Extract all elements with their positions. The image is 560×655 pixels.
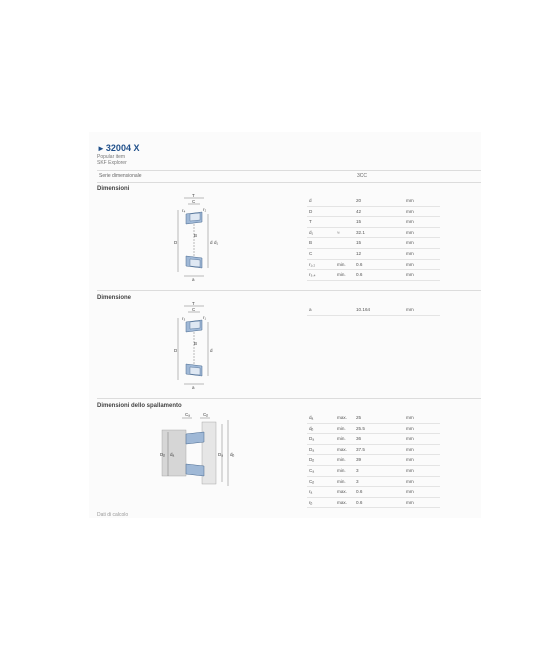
bearing-dimensions-drawing (170, 192, 230, 284)
series-label: Serie dimensionale (99, 173, 142, 179)
section-abutment-heading: Dimensioni dello spallamento (97, 403, 182, 409)
table-row: dᵦ min. 25.5 mm (307, 424, 440, 435)
section-calculation-heading-partial: Dati di calcolo (97, 512, 129, 518)
abutment-table (307, 413, 440, 508)
arrow-right-icon: ► (97, 144, 105, 153)
table-row: Dₐ min. 36 mm (307, 434, 440, 445)
label-d: d (210, 240, 213, 245)
bearing-lower-section (186, 256, 202, 268)
label-C: C (192, 199, 196, 204)
label-d: d (210, 348, 213, 353)
abutment-drawing (158, 408, 238, 500)
label-r3: r₃ (182, 316, 186, 321)
bearing-dimension-a-drawing (170, 300, 230, 392)
label-D: D (174, 348, 178, 353)
product-title (97, 143, 139, 153)
label-Cb: Cᵦ (203, 412, 208, 417)
label-a: a (192, 385, 195, 390)
table-row: Cₐ min. 3 mm (307, 466, 440, 477)
table-row: B 15 mm (307, 238, 440, 249)
bearing-upper-section (186, 212, 202, 224)
bearing-lower-section (186, 464, 204, 476)
table-row: Cᵦ min. 3 mm (307, 477, 440, 488)
table-row: T 15 mm (307, 217, 440, 228)
divider (97, 290, 481, 291)
label-Da: Dₐ (218, 452, 223, 457)
label-r2: r₂ (203, 207, 207, 212)
label-r4: r₄ (182, 208, 186, 213)
label-D: D (174, 240, 178, 245)
product-subtitle-popular: Popular item (97, 154, 126, 160)
label-r1: r₁ (203, 315, 207, 320)
product-subtitle-explorer: SKF Explorer (97, 160, 127, 166)
label-T: T (192, 301, 195, 306)
table-row: dₐ max. 25 mm (307, 413, 440, 424)
divider (97, 170, 481, 171)
series-value: 3CC (357, 173, 368, 179)
label-d1: d₁ (214, 240, 219, 245)
divider (97, 398, 481, 399)
table-row: r₃,₄ min. 0.6 mm (307, 270, 440, 281)
table-row: D 42 mm (307, 207, 440, 218)
table-row: rᵦ max. 0.6 mm (307, 498, 440, 509)
label-db: dᵦ (230, 452, 235, 457)
table-row: d 20 mm (307, 196, 440, 207)
label-Db: Dᵦ (160, 452, 165, 457)
table-row: Dᵦ min. 39 mm (307, 455, 440, 466)
table-row: r₁,₂ min. 0.6 mm (307, 260, 440, 271)
table-row: rₐ max. 0.6 mm (307, 487, 440, 498)
table-row: a 10.164 mm (307, 305, 440, 316)
label-C: C (192, 307, 196, 312)
divider (97, 182, 481, 183)
label-da: dₐ (170, 452, 175, 457)
bearing-upper-section (186, 432, 204, 444)
dimension-table (307, 305, 440, 316)
label-a: a (192, 277, 195, 282)
product-designation: 32004 X (105, 143, 140, 153)
label-T: T (192, 193, 195, 198)
table-row: C 12 mm (307, 249, 440, 260)
section-dimensions-heading: Dimensioni (97, 186, 130, 192)
table-row: Dₐ max. 37.5 mm (307, 445, 440, 456)
label-Ca: Cₐ (185, 412, 190, 417)
label-B: B (194, 233, 198, 238)
label-B: B (194, 341, 198, 346)
table-row: d₁ ≈ 32.1 mm (307, 228, 440, 239)
section-dimension-heading: Dimensione (97, 295, 132, 301)
dimensions-table (307, 196, 440, 281)
